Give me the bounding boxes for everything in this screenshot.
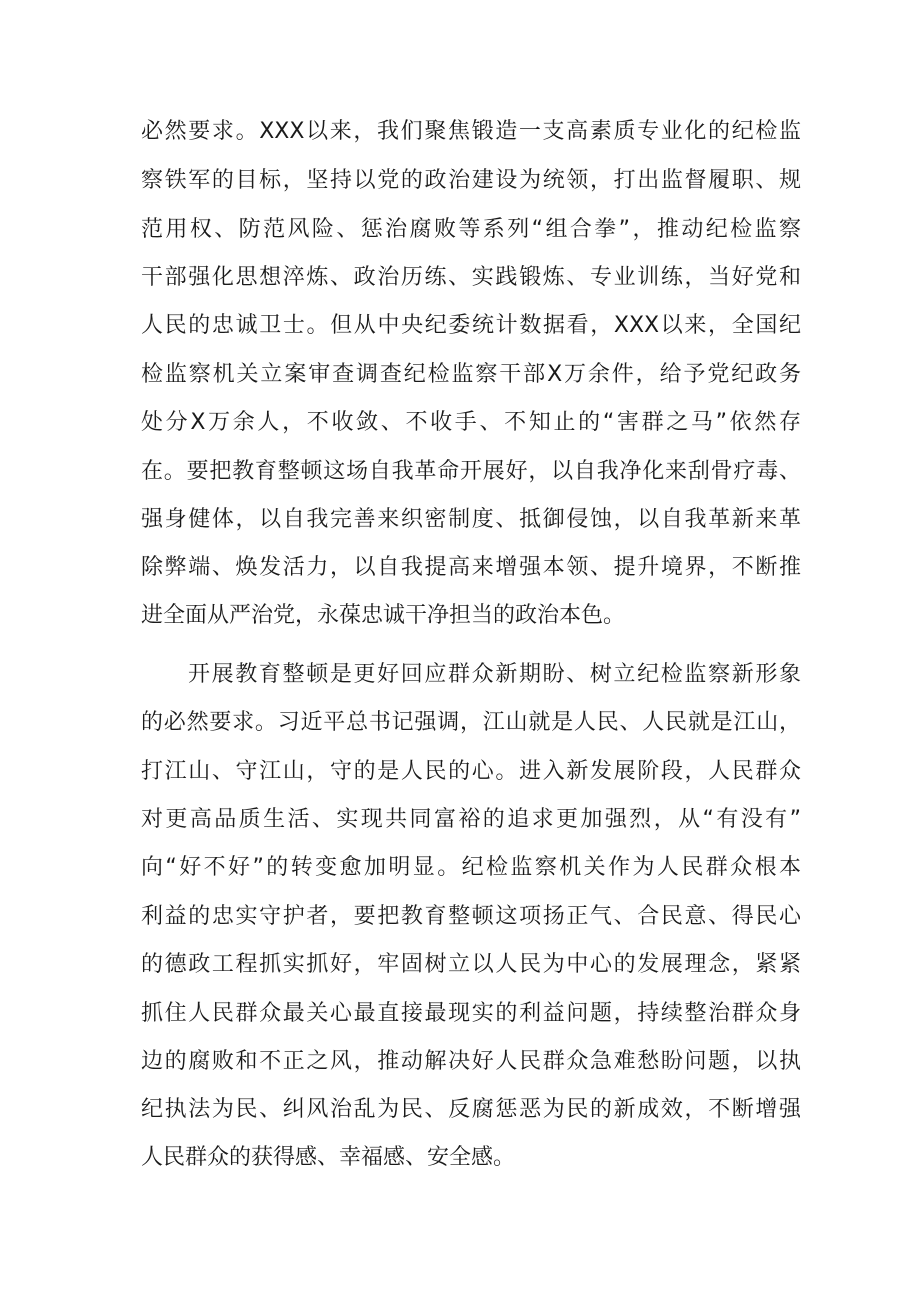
text-line: 强身健体，以自我完善来织密制度、抵御侵蚀，以自我革新来革: [141, 507, 801, 532]
text-line: 利益的忠实守护者，要把教育整顿这项扬正气、合民意、得民心: [141, 904, 801, 929]
text-line: 纪执法为民、纠风治乱为民、反腐惩恶为民的新成效，不断增强: [141, 1097, 801, 1122]
text-line: 干部强化思想淬炼、政治历练、实践锻炼、专业训练，当好党和: [141, 265, 801, 290]
text-line: 检监察机关立案审查调查纪检监察干部X万余件，给予党纪政务: [141, 362, 801, 387]
text-line: 人民群众的获得感、幸福感、安全感。: [141, 1145, 516, 1170]
text-line: 向“好不好”的转变愈加明显。纪检监察机关作为人民群众根本: [141, 855, 802, 880]
text-line: 察铁军的目标，坚持以党的政治建设为统领，打出监督履职、规: [141, 168, 801, 193]
text-line: 开展教育整顿是更好回应群众新期盼、树立纪检监察新形象: [188, 662, 801, 687]
text-line: 必然要求。XXX以来，我们聚焦锻造一支高素质专业化的纪检监: [141, 119, 801, 144]
text-line: 的必然要求。习近平总书记强调，江山就是人民、人民就是江山，: [141, 710, 801, 735]
text-line: 人民的忠诚卫士。但从中央纪委统计数据看，XXX以来，全国纪: [141, 313, 801, 338]
text-line: 在。要把教育整顿这场自我革命开展好，以自我净化来刮骨疗毒、: [141, 459, 801, 484]
text-line: 范用权、防范风险、惩治腐败等系列“组合拳”，推动纪检监察: [141, 217, 801, 242]
text-line: 边的腐败和不正之风，推动解决好人民群众急难愁盼问题，以执: [141, 1049, 801, 1074]
text-line: 除弊端、焕发活力，以自我提高来增强本领、提升境界，不断推: [141, 555, 801, 580]
text-line: 进全面从严治党，永葆忠诚干净担当的政治本色。: [141, 603, 626, 628]
text-line: 处分X万余人，不收敛、不收手、不知止的“害群之马”依然存: [141, 410, 801, 435]
text-line: 打江山、守江山，守的是人民的心。进入新发展阶段，人民群众: [141, 759, 801, 784]
text-line: 抓住人民群众最关心最直接最现实的利益问题，持续整治群众身: [141, 1001, 801, 1026]
text-line: 的德政工程抓实抓好，牢固树立以人民为中心的发展理念，紧紧: [141, 952, 801, 977]
text-line: 对更高品质生活、实现共同富裕的追求更加强烈，从“有没有”: [141, 807, 801, 832]
